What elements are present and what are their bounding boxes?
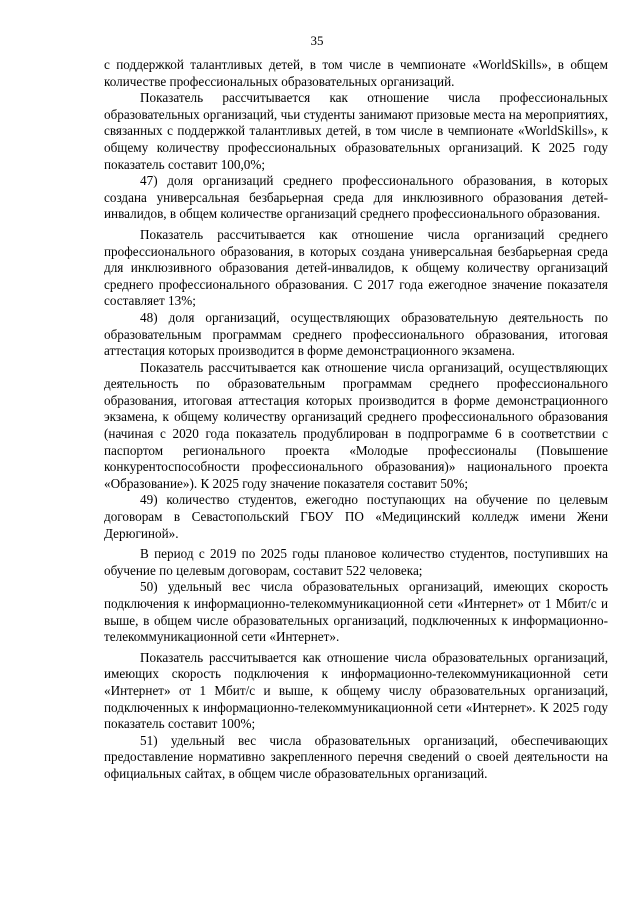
page-body — [104, 57, 608, 783]
paragraph-indicator-46-method: Показатель рассчитывается как отношение числа профессиональных образовательных организаций, чьи студенты занимают призовые места на мероприятиях, связанных с поддержкой талантливых детей, в том числе в чемпионате «WorldSkills», к общему количеству профессиональных образовательных организаций. К 2025 году показатель составит 100,0%; — [104, 90, 608, 172]
paragraph-continuation: с поддержкой талантливых детей, в том числе в чемпионате «WorldSkills», в общем количестве профессиональных образовательных организаций. — [104, 57, 608, 89]
paragraph-indicator-48-method: Показатель рассчитывается как отношение числа организаций, осуществляющих деятельность по образовательным программам среднего профессионального образования, итоговая аттестация которых производится в форме демонстрационного экзамена, к общему количеству организаций среднего профессионального образования (начиная с 2020 года показатель продублирован в подпрограмме 6 в соответствии с паспортом регионального проекта «Молодые профессионалы (Повышение конкурентоспособности профессионального образования)» национального проекта «Образование»). К 2025 году значение показателя составит 50%; — [104, 359, 608, 491]
paragraph-indicator-49-method: В период с 2019 по 2025 годы плановое количество студентов, поступивших на обучение по целевым договорам, составит 522 человека; — [104, 546, 608, 578]
page-number: 35 — [310, 33, 324, 48]
paragraph-indicator-50-method: Показатель рассчитывается как отношение числа образовательных организаций, имеющих скорость подключения к информационно-телекоммуникационной сети «Интернет» от 1 Мбит/с и выше, к общему числу образовательных организаций, подключенных к информационно-телекоммуникационной сети «Интернет». К 2025 году показатель составит 100%; — [104, 649, 608, 732]
paragraph-indicator-47-method: Показатель рассчитывается как отношение числа организаций среднего профессионального образования, в которых создана универсальная безбарьерная среда для инклюзивного образования детей-инвалидов, к общему количеству организаций среднего профессионального образования. С 2017 года ежегодное значение показателя составляет 13%; — [104, 226, 608, 309]
paragraph-indicator-47: 47) доля организаций среднего профессионального образования, в которых создана универсальная безбарьерная среда для инклюзивного образования детей-инвалидов, в общем количестве организаций среднего профессионального образования. — [104, 173, 608, 222]
paragraph-indicator-50: 50) удельный вес числа образовательных организаций, имеющих скорость подключения к информационно-телекоммуникационной сети «Интернет» от 1 Мбит/с и выше, в общем числе образовательных организаций, подключенных к информационно-телекоммуникационной сети «Интернет». — [104, 579, 608, 645]
paragraph-indicator-51: 51) удельный вес числа образовательных организаций, обеспечивающих предоставление нормативно закрепленного перечня сведений о своей деятельности на официальных сайтах, в общем числе образовательных организаций. — [104, 732, 608, 781]
paragraph-indicator-48: 48) доля организаций, осуществляющих образовательную деятельность по образовательным программам среднего профессионального образования, итоговая аттестация которых производится в форме демонстрационного экзамена. — [104, 309, 608, 359]
paragraph-indicator-49: 49) количество студентов, ежегодно поступающих на обучение по целевым договорам в Севастопольский ГБОУ ПО «Медицинский колледж имени Жени Дерюгиной». — [104, 492, 608, 541]
